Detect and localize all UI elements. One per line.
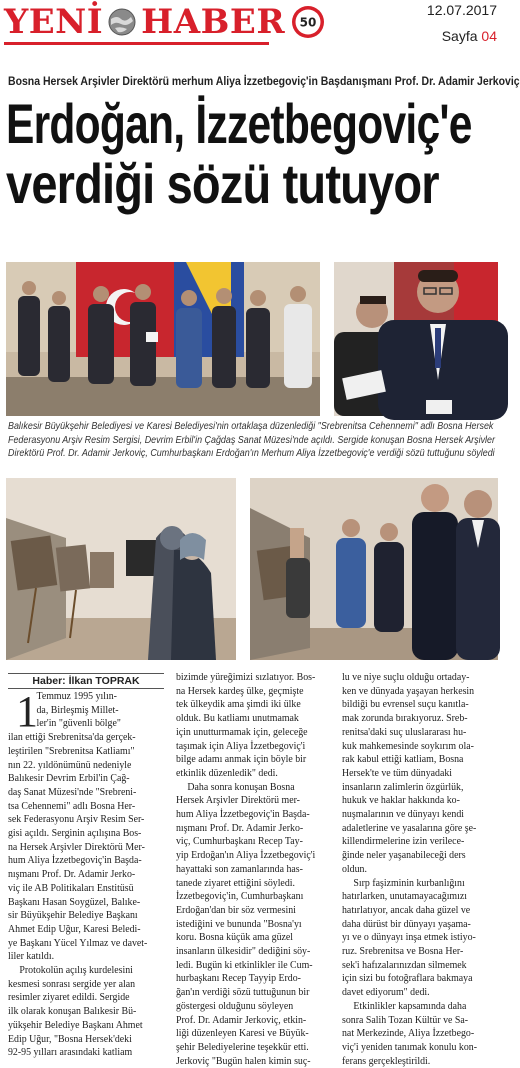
article-text-line: ler'in "güvenli bölge" <box>36 718 121 730</box>
article-text-line: rak kabul ettiği katliam, Bosna <box>342 754 464 766</box>
article-text-line: hurbaşkanı Recep Tayyip Erdo- <box>176 973 301 985</box>
article-text-line: liler katıldı. <box>8 951 55 963</box>
article-text-line: Daha sonra konuşan Bosna <box>187 781 295 793</box>
article-text-line: nuşmalarının ve dünyayı kendi <box>342 809 465 821</box>
article-text-line: Edip Uğur, "Bosna Hersek'deki <box>8 1033 132 1045</box>
anniversary-badge-icon <box>291 5 325 39</box>
page-number <box>442 28 497 44</box>
logo-word-right: HABER <box>141 2 286 42</box>
caption-line: Federasyonu Arşiv Resim Sergisi, Devrim Erbil'in Çağdaş Sanat Müzesi'nde açıldı. Sergide konuşan Bosna Hersek Arşivler <box>8 434 495 446</box>
article-text-line: tek ülkeydik ama şimdi iki ülke <box>176 699 301 711</box>
article-text-line: için unutturmamak için, geleceğe <box>176 726 308 738</box>
article-text-line: sonra Salih Tozan Kültür ve Sa- <box>342 1014 469 1026</box>
article-text-line: hayattaki son zamanlarında has- <box>176 863 303 875</box>
article-column-1 <box>8 687 168 1060</box>
article-text-line: 92-95 yılları arasındaki katliam <box>8 1047 133 1059</box>
page-label: Sayfa <box>441 28 478 44</box>
article-text-line: sek'i hafızalarınızdan silmemek <box>342 959 467 971</box>
article-text-line: Balıkesir Devrim Erbil'in Çağ- <box>8 773 130 785</box>
article-text-line: adaletlerine ve yasalarına göre şe- <box>342 822 477 834</box>
article-text-line: sek Federasyonu Arşiv Resim Ser- <box>8 814 145 826</box>
article-text-line: ye Başkanı Yücel Yılmaz ve davet- <box>8 937 148 949</box>
article-text-line: Ahmet Edip Uğur, Karesi Beledi- <box>8 923 141 935</box>
article-text-line: Erdoğan'dan bir söz vermesini <box>176 904 296 916</box>
article-text-line: na Hersek Arşivler Direktörü Mer- <box>8 841 145 853</box>
headline-line-1: Erdoğan, İzzetbegoviç'e <box>6 92 472 155</box>
article-text-line: ğan'ın verdiği sözü tuttuğunun bir <box>176 987 310 999</box>
article-text-line: viç, Cumhurbaşkanı Recep Tay- <box>176 836 303 848</box>
caption-line: Balıkesir Büyükşehir Belediyesi ve Karesi Belediyesi'nin ortaklaşa düzenlediği "Srebrenitsa Cehennemi" adlı Bosna Hersek <box>8 421 494 432</box>
article-text-line: kuk mahkemesinde soykırım ola- <box>342 740 474 752</box>
article-text-line: Hersek Arşivler Direktörü mer- <box>176 795 300 807</box>
article-text-line: davet ediyorum" dedi. <box>342 987 430 999</box>
exhibition-photo-officials <box>250 478 498 660</box>
article-text-line: nışmanı Prof. Dr. Adamir Jerko- <box>8 869 136 881</box>
article-text-line: oldun. <box>342 863 367 875</box>
article-text-line: renitsa'daki suç uluslararası hu- <box>342 726 467 738</box>
article-text-line: hum Aliya İzzetbegoviç'in Başda- <box>8 855 142 867</box>
article-column-3 <box>342 671 502 1068</box>
article-text-line: tsa Cehennemi" adlı Bosna Her- <box>8 800 136 812</box>
article-text-line: da, Birleşmiş Millet- <box>36 704 119 716</box>
article-text-line: bizimde yüreğimizi sızlatıyor. Bos- <box>176 672 316 683</box>
headline-line-2: verdiği sözü tutuyor <box>6 152 439 215</box>
article-text-line: yükşehir Belediye Başkanı Ahmet <box>8 1019 143 1031</box>
article-text-line: Sırp faşizminin kurbanlığını <box>353 877 465 889</box>
article-text-line: şehir Belediyelerine teşekkür etti. <box>176 1041 309 1053</box>
article-text-line: göstergesi olduğunu söyleyen <box>176 1000 294 1012</box>
article-text-line: liği düzenleyen Karesi ve Büyük- <box>176 1028 309 1040</box>
article-text-line: ilan ettiği Srebrenitsa'da gerçek- <box>8 732 136 744</box>
article-text-line: ilk olarak konuşan Balıkesir Bü- <box>8 1006 137 1018</box>
article-text-line: insanların zalimlerin özgürlük, <box>342 781 464 793</box>
article-text-line: ğinde neler yaşanabileceği ders <box>342 850 466 862</box>
globe-icon <box>107 7 137 37</box>
article-text-line: hum Aliya İzzetbegoviç'in Başda- <box>176 809 310 821</box>
article-text-line: Hersek'te ve tüm dünyadaki <box>342 767 453 779</box>
article-text-line: bildiği bu evrensel suçu kanıtla- <box>342 699 469 711</box>
article-text-line: viç ile AB Politikaları Enstitüsü <box>8 882 134 894</box>
article-text-line: resimler ziyaret edildi. Sergide <box>8 992 130 1004</box>
article-text-line: gisi açıldı. Serginin açılışına Bos- <box>8 828 142 840</box>
drop-cap: 1 <box>16 687 38 736</box>
page-number-value: 04 <box>481 28 497 44</box>
article-text-line: lu ve niye suçlu olduğu ortaday- <box>342 672 470 683</box>
article-text-line: İzzetbegoviç'in, Cumhurbaşkanı <box>176 891 304 903</box>
article-text-line: olduk. Bu katliamı unutmamak <box>176 713 299 725</box>
article-text-line: Jerkoviç "Bugün halen kimin suç- <box>176 1055 311 1067</box>
article-text-line: tanede ziyaret ettiğini söyledi. <box>176 877 295 889</box>
article-text-line: killendirmelerine izin verilece- <box>342 836 465 848</box>
article-text-line: yip Erdoğan'ın Aliya İzzetbegoviç'i <box>176 850 316 862</box>
article-text-line: ruz. Srebrenitsa ve Bosna Her- <box>342 946 464 958</box>
article-text-line: Protokolün açılış kurdelesini <box>19 965 133 977</box>
article-text-line: viç'i yeniden tanımak konulu kon- <box>342 1041 478 1053</box>
article-column-2 <box>176 671 336 1068</box>
article-text-line: hatırlarken, unutamayacağımızı <box>342 891 467 903</box>
article-text-line: taşımak için Aliya İzzetbegoviç'i <box>176 740 306 752</box>
anniversary-badge-number: 50 <box>299 15 317 30</box>
article-text-line: nat Merkezinde, Aliya İzzetbego- <box>342 1028 475 1040</box>
article-text-line: ledi. Bugün ki etkinlikler ile Cum- <box>176 959 313 971</box>
article-text-line: hukuk ve haklar hakkında ko- <box>342 795 460 807</box>
article-text-line: bilge adamı anmak için böyle bir <box>176 754 307 766</box>
speaker-photo <box>334 262 498 416</box>
article-text-line: koru. Bosna küçük ama güzel <box>176 932 294 944</box>
article-text-line: nın 22. yıldönümünü nedeniyle <box>8 759 132 771</box>
logo-underline <box>4 42 269 45</box>
newspaper-logo <box>4 2 325 42</box>
article-text-line: na Hersek kardeş ülke, geçmişte <box>176 685 304 697</box>
exhibition-photo-visitors <box>6 478 236 660</box>
caption-line: Direktörü Prof. Dr. Adamir Jerkoviç, Cumhurbaşkanı Erdoğan'ın Merhum Aliya İzzetbegoviç'e verdiği sözü tuttuğunu söyledi <box>8 448 495 460</box>
article-text-line: sir Büyükşehir Belediye Başkanı <box>8 910 138 922</box>
article-text-line: leştirilen "Srebrenitsa Katliamı" <box>8 745 135 757</box>
article-text-line: Başkanı Hasan Soygüzel, Balıke- <box>8 896 141 908</box>
article-text-line: yı ve o dünyayı inşa etmek istiyo- <box>342 932 476 944</box>
article-byline: Haber: İlkan TOPRAK <box>8 673 164 689</box>
article-text-line: Temmuz 1995 yılın- <box>36 691 117 702</box>
article-text-line: daş Sanat Müzesi'nde "Srebreni- <box>8 786 137 798</box>
article-text-line: etkinlik düzenledik" dedi. <box>176 767 278 779</box>
photo-caption <box>8 420 500 461</box>
article-text-line: için sizi bu fotoğraflara bakmaya <box>342 973 473 985</box>
article-headline <box>6 94 500 214</box>
article-text-line: hatırlatıyor, ancak daha güzel ve <box>342 904 471 916</box>
article-text-line: daha dürüst bir dünyayı yaşama- <box>342 918 471 930</box>
issue-date: 12.07.2017 <box>426 2 497 18</box>
article-kicker: Bosna Hersek Arşivler Direktörü merhum Aliya İzzetbegoviç'in Başdanışmanı Prof. Dr. Adamir Jerkoviç <box>8 74 520 88</box>
article-text-line: Prof. Dr. Adamir Jerkoviç, etkin- <box>176 1014 307 1026</box>
article-text-line: Etkinlikler kapsamında daha <box>353 1000 467 1012</box>
article-text-line: nışmanı Prof. Dr. Adamir Jerko- <box>176 822 304 834</box>
article-text-line: istediğini ve bununda "Bosna'yı <box>176 918 302 930</box>
logo-word-left: YENİ <box>4 2 104 42</box>
article-text-line: ferans gerçekleştirildi. <box>342 1055 431 1067</box>
group-photo-flags <box>6 262 320 416</box>
article-text-line: mak zorunda bırakıyoruz. Sreb- <box>342 713 468 725</box>
masthead <box>0 0 503 58</box>
article-text-line: kesmesi sonrası sergide yer alan <box>8 978 136 990</box>
article-text-line: ken ve dünyada yaşayan herkesin <box>342 685 475 697</box>
article-text-line: insanların ülkesidir" dediğini söy- <box>176 946 311 958</box>
